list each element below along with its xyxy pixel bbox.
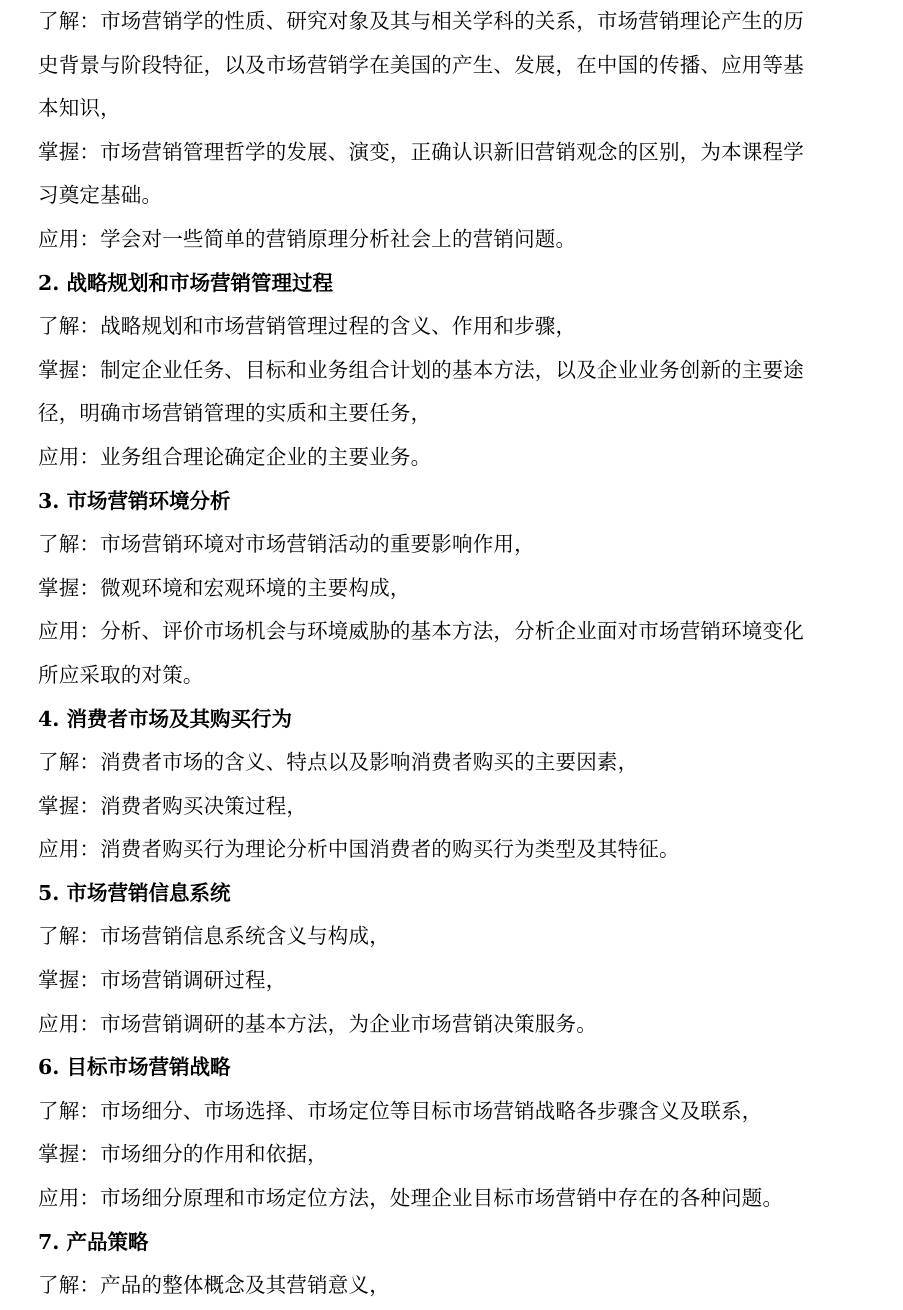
paragraph-master: 掌握：微观环境和宏观环境的主要构成， [38,575,411,600]
section-heading-3: 3. 市场营销环境分析 [38,488,231,513]
paragraph-understand: 了解：市场营销信息系统含义与构成， [38,924,390,949]
section-heading-4: 4. 消费者市场及其购买行为 [38,706,293,731]
paragraph-master: 掌握：消费者购买决策过程， [38,793,308,818]
paragraph-apply: 应用：业务组合理论确定企业的主要业务。 [38,444,432,469]
paragraph-understand: 了解：市场营销环境对市场营销活动的重要影响作用， [38,532,535,557]
paragraph-master: 掌握：市场细分的作用和依据， [38,1142,328,1167]
paragraph-apply: 应用：分析、评价市场机会与环境威胁的基本方法，分析企业面对市场营销环境变化所应采取的对策。 [38,619,804,687]
paragraph-apply: 应用：市场细分原理和市场定位方法，处理企业目标市场营销中存在的各种问题。 [38,1186,784,1211]
section-heading-7: 7. 产品策略 [38,1229,149,1254]
paragraph-master: 掌握：市场营销管理哲学的发展、演变，正确认识新旧营销观念的区别，为本课程学习奠定基础。 [38,139,804,208]
document-body [38,0,816,1308]
paragraph-understand: 了解：产品的整体概念及其营销意义， [38,1273,390,1298]
paragraph-understand: 了解：战略规划和市场营销管理过程的含义、作用和步骤， [38,314,577,339]
section-heading-2: 2. 战略规划和市场营销管理过程 [38,270,334,295]
paragraph-master: 掌握：制定企业任务、目标和业务组合计划的基本方法，以及企业业务创新的主要途径，明确市场营销管理的实质和主要任务， [38,357,804,426]
section-heading-6: 6. 目标市场营销战略 [38,1055,231,1080]
paragraph-apply: 应用：市场营销调研的基本方法，为企业市场营销决策服务。 [38,1011,597,1036]
section-heading-5: 5. 市场营销信息系统 [38,880,231,905]
paragraph-apply: 应用：学会对一些简单的营销原理分析社会上的营销问题。 [38,226,577,251]
paragraph-understand: 了解：市场细分、市场选择、市场定位等目标市场营销战略各步骤含义及联系， [38,1098,763,1123]
paragraph-understand: 了解：市场营销学的性质、研究对象及其与相关学科的关系，市场营销理论产生的历史背景与阶段特征，以及市场营销学在美国的产生、发展，在中国的传播、应用等基本知识， [38,9,804,121]
paragraph-master: 掌握：市场营销调研过程， [38,968,287,993]
paragraph-apply: 应用：消费者购买行为理论分析中国消费者的购买行为类型及其特征。 [38,837,680,862]
paragraph-understand: 了解：消费者市场的含义、特点以及影响消费者购买的主要因素， [38,750,639,775]
